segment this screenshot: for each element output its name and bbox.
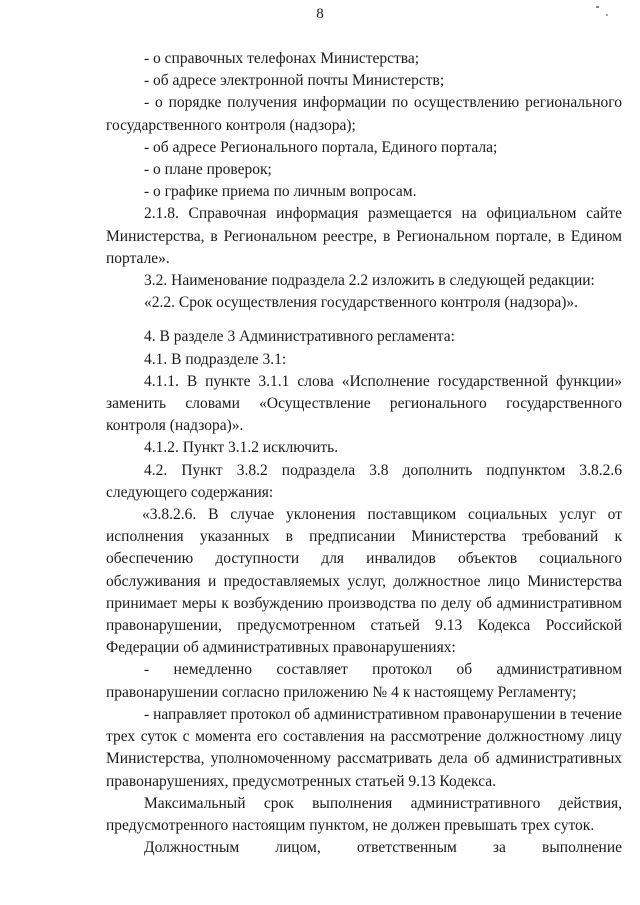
list-item: - об адресе Регионального портала, Единого портала; [144,138,498,156]
section-heading: 4. В разделе 3 Административного регламента: [144,328,455,346]
list-item: - о справочных телефонах Министерства; [144,50,420,67]
paragraph: «2.2. Срок осуществления государственного контроля (надзора)». [144,294,579,312]
list-item: - направляет протокол об административном правонарушении в течение трех суток с момента его составления на рассмотрение должностному лицу Министерства, уполномоченному рассматривать дела об административных правонарушениях, предусмотренных статьей 9.13 Кодекса. [106,705,622,790]
page-number: 8 [316,6,324,22]
paragraph: 4.1.1. В пункте 3.1.1 слова «Исполнение государственной функции» заменить словами «Осуществление регионального государственного контроля (надзора)». [106,372,622,435]
list-item: - об адресе электронной почты Министерств; [144,72,445,90]
paragraph: 4.2. Пункт 3.8.2 подраздела 3.8 дополнить подпунктом 3.8.2.6 следующего содержания: [106,461,622,501]
list-item: - о порядке получения информации по осуществлению регионального государственного контроля (надзора); [106,94,622,134]
paragraph: 4.1.2. Пункт 3.1.2 исключить. [144,439,339,457]
paragraph-gap [106,314,622,326]
quoted-paragraph: «3.8.2.6. В случае уклонения поставщиком социальных услуг от исполнения указанных в предписании Министерства требований к обеспечению доступности для инвалидов объектов социального обслуживания и предоставляемых услуг, должностное лицо Министерства принимает меры к возбуждению производства по делу об административном правонарушении, предусмотренном статьей 9.13 Кодекса Российской Федерации об административных правонарушениях: [106,506,622,657]
paragraph: Максимальный срок выполнения административного действия, предусмотренного настоящим пунктом, не должен превышать трех суток. [106,794,622,834]
paragraph: 2.1.8. Справочная информация размещается на официальном сайте Министерства, в Региональном реестре, в Региональном портале, в Едином портале». [106,205,622,267]
paragraph: Должностным лицом, ответственным за выполнение [144,839,622,857]
paragraph: 3.2. Наименование подраздела 2.2 изложить в следующей редакции: [144,272,595,290]
list-item: - о плане проверок; [144,161,272,179]
paragraph: 4.1. В подразделе 3.1: [144,350,287,368]
list-item: - немедленно составляет протокол об административном правонарушении согласно приложению № 4 к настоящему Регламенту; [106,661,622,701]
list-item: - о графике приема по личным вопросам. [144,183,417,201]
document-body [106,48,622,859]
